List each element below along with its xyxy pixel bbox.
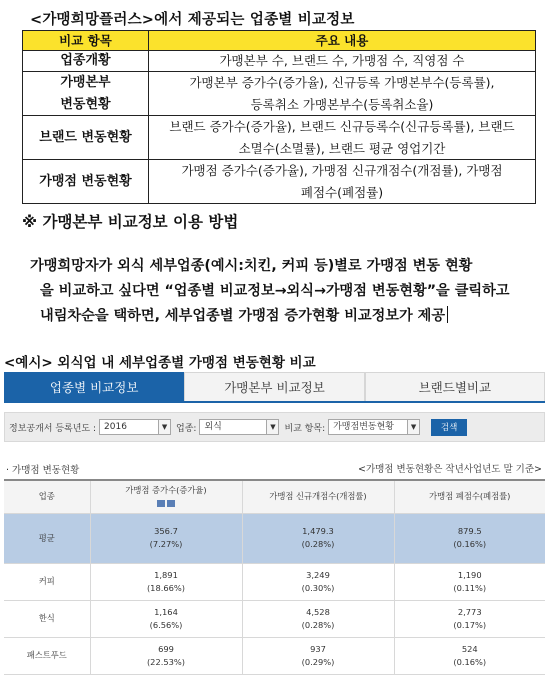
- grid-header-closure: 가맹점 폐점수(폐점률): [394, 480, 545, 513]
- row-industry: 패스트푸드: [4, 637, 90, 674]
- search-button[interactable]: 검색: [431, 419, 467, 436]
- usage-heading: ※ 가맹본부 비교정보 이용 방법: [22, 213, 239, 231]
- table-row: [4, 600, 545, 637]
- row-increase: 1,891 (18.66%): [90, 563, 242, 600]
- table-row: [4, 563, 545, 600]
- row-closure: 1,190 (0.11%): [394, 563, 545, 600]
- compare-content: 가맹본부 증가수(증가율), 신규등록 가맹본부수(등록률), 등록취소 가맹본부수(등록취소율): [149, 72, 536, 116]
- compare-header-item: 비교 항목: [23, 31, 149, 51]
- usage-paragraph: [30, 254, 550, 329]
- panel-note: <가맹점 변동현황은 작년사업년도 말 기준>: [357, 464, 542, 475]
- grid-header-new-open: 가맹점 신규개점수(개점률): [242, 480, 394, 513]
- sort-asc-icon[interactable]: [157, 500, 165, 507]
- row-new-open: 1,479.3 (0.28%): [242, 513, 394, 563]
- compare-category: 가맹본부 변동현황: [23, 72, 149, 116]
- comparison-info-table: [22, 30, 536, 204]
- franchise-change-table: [4, 479, 545, 675]
- compare-item-select[interactable]: 가맹점변동현황 ▼: [328, 419, 420, 435]
- panel-title: · 가맹점 변동현황: [6, 465, 80, 476]
- tab-brand-comparison[interactable]: 브랜드별비교: [365, 372, 545, 401]
- filter-bar: [4, 412, 545, 442]
- year-select[interactable]: 2016 ▼: [99, 419, 171, 435]
- compare-category: 업종개황: [23, 51, 149, 72]
- row-new-open: 4,528 (0.28%): [242, 600, 394, 637]
- industry-label: 업종:: [176, 423, 197, 434]
- row-closure: 524 (0.16%): [394, 637, 545, 674]
- row-increase: 1,164 (6.56%): [90, 600, 242, 637]
- usage-line: 가맹희망자가 외식 세부업종(예시:치킨, 커피 등)별로 가맹점 변동 현황: [30, 258, 473, 274]
- row-industry: 커피: [4, 563, 90, 600]
- chevron-down-icon: ▼: [407, 420, 419, 434]
- compare-category: 가맹점 변동현황: [23, 160, 149, 204]
- compare-content: 가맹점 증가수(증가율), 가맹점 신규개점수(개점률), 가맹점 폐점수(폐점률): [149, 160, 536, 204]
- industry-select[interactable]: 외식 ▼: [199, 419, 279, 435]
- compare-content: 브랜드 증가수(증가율), 브랜드 신규등록수(신규등록률), 브랜드 소멸수(소멸률), 브랜드 평균 영업기간: [149, 116, 536, 160]
- year-label: 정보공개서 등록년도 :: [9, 423, 97, 434]
- row-industry: 평균: [4, 513, 90, 563]
- row-closure: 879.5 (0.16%): [394, 513, 545, 563]
- row-new-open: 3,249 (0.30%): [242, 563, 394, 600]
- table-row: [4, 637, 545, 674]
- row-increase: 699 (22.53%): [90, 637, 242, 674]
- tab-franchisor-comparison[interactable]: 가맹본부 비교정보: [184, 372, 364, 401]
- chevron-down-icon: ▼: [158, 420, 170, 434]
- row-new-open: 937 (0.29%): [242, 637, 394, 674]
- tab-industry-comparison[interactable]: 업종별 비교정보: [4, 372, 184, 401]
- example-caption: <예시> 외식업 내 세부업종별 가맹점 변동현황 비교: [4, 355, 316, 371]
- text-cursor: [447, 306, 448, 323]
- table-row: [4, 513, 545, 563]
- grid-header-industry: 업종: [4, 480, 90, 513]
- sort-desc-icon[interactable]: [167, 500, 175, 507]
- chevron-down-icon: ▼: [266, 420, 278, 434]
- row-closure: 2,773 (0.17%): [394, 600, 545, 637]
- compare-content: 가맹본부 수, 브랜드 수, 가맹점 수, 직영점 수: [149, 51, 536, 72]
- usage-line: 내림차순을 택하면, 세부업종별 가맹점 증가현황 비교정보가 제공: [30, 304, 550, 329]
- comparison-tabs: [4, 372, 545, 403]
- document-title: <가맹희망플러스>에서 제공되는 업종별 비교정보: [30, 12, 355, 28]
- grid-header-increase[interactable]: 가맹점 증가수(증가율): [90, 480, 242, 513]
- usage-line: 을 비교하고 싶다면 “업종별 비교정보→외식→가맹점 변동현황”을 클릭하고: [40, 283, 510, 299]
- compare-category: 브랜드 변동현황: [23, 116, 149, 160]
- row-industry: 한식: [4, 600, 90, 637]
- row-increase: 356.7 (7.27%): [90, 513, 242, 563]
- compare-header-content: 주요 내용: [149, 31, 536, 51]
- item-label: 비교 항목:: [284, 423, 326, 434]
